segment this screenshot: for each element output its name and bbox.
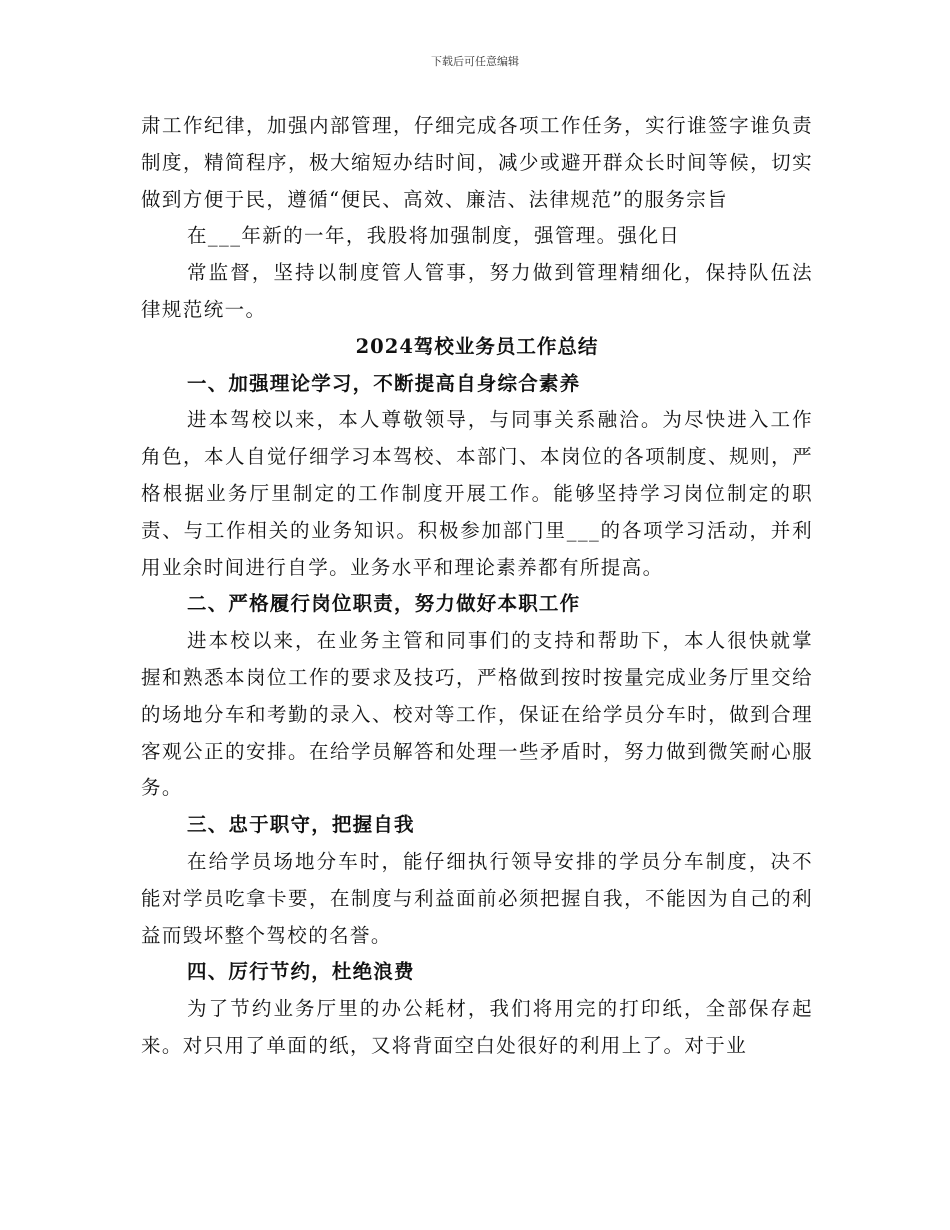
header-note: 下载后可任意编辑: [431, 55, 519, 68]
document-title: 2024驾校业务员工作总结: [355, 334, 599, 358]
paragraph-4: 进本驾校以来，本人尊敬领导，与同事关系融洽。为尽快进入工作角色，本人自觉仔细学习本驾校、本部门、本岗位的各项制度、规则，严格根据业务厅里制定的工作制度开展工作。能够坚持学习岗位制定的职责、与工作相关的业务知识。积极参加部门里___的各项学习活动，并利用业余时间进行自学。业务水平和理论素养都有所提高。: [141, 408, 813, 579]
section-heading-2: 二、严格履行岗位职责，努力做好本职工作: [187, 592, 581, 616]
paragraph-5: 进本校以来，在业务主管和同事们的支持和帮助下，本人很快就掌握和熟悉本岗位工作的要求及技巧，严格做到按时按量完成业务厅里交给的场地分车和考勤的录入、校对等工作，保证在给学员分车时，做到合理客观公正的安排。在给学员解答和处理一些矛盾时，努力做到微笑耐心服务。: [141, 629, 813, 800]
paragraph-1: 肃工作纪律，加强内部管理，仔细完成各项工作任务，实行谁签字谁负责制度，精简程序，极大缩短办结时间，减少或避开群众长时间等候，切实做到方便于民，遵循“便民、高效、廉洁、法律规范”的服务宗旨: [141, 114, 813, 211]
section-heading-4: 四、厉行节约，杜绝浪费: [187, 960, 415, 984]
section-heading-3: 三、忠于职守，把握自我: [187, 813, 415, 837]
paragraph-3: 常监督，坚持以制度管人管事，努力做到管理精细化，保持队伍法律规范统一。: [141, 261, 813, 321]
section-heading-1: 一、加强理论学习，不断提高自身综合素养: [187, 371, 581, 395]
paragraph-7: 为了节约业务厅里的办公耗材，我们将用完的打印纸，全部保存起来。对只用了单面的纸，又将背面空白处很好的利用上了。对于业: [141, 997, 813, 1057]
paragraph-6: 在给学员场地分车时，能仔细执行领导安排的学员分车制度，决不能对学员吃拿卡要，在制度与利益面前必须把握自我，不能因为自己的利益而毁坏整个驾校的名誉。: [141, 849, 813, 947]
paragraph-2: 在___年新的一年，我股将加强制度，强管理。强化日: [187, 224, 681, 248]
document-body: [141, 108, 813, 1065]
